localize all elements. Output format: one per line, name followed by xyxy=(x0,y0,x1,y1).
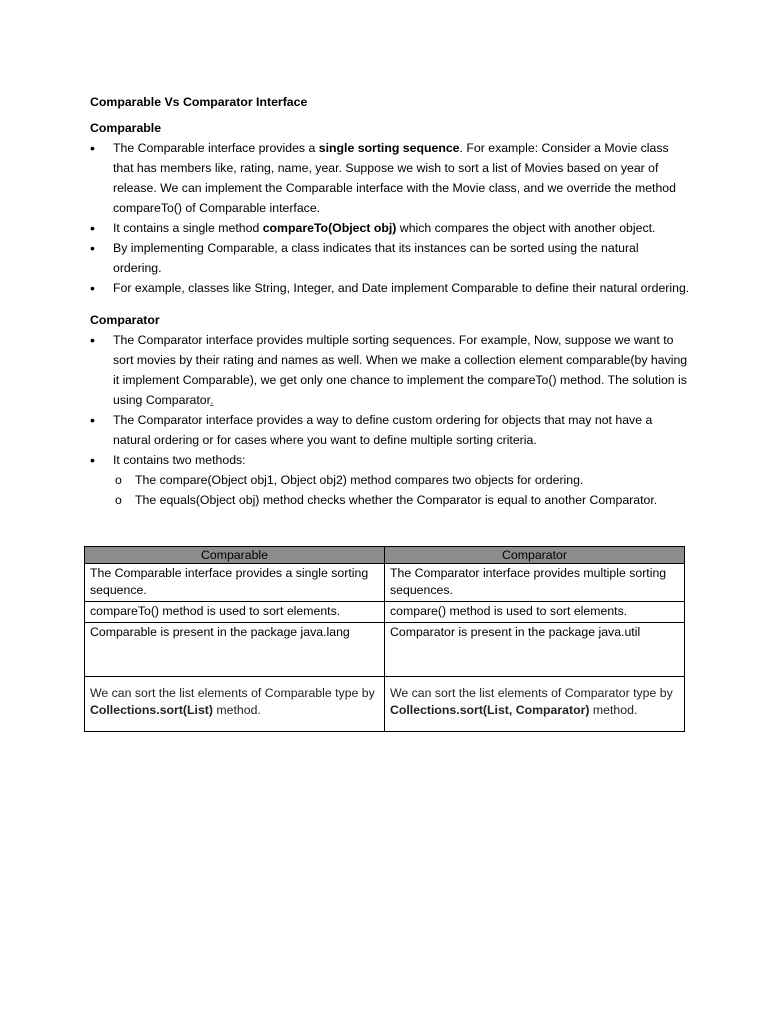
sub-bullet-compare-method: o The compare(Object obj1, Object obj2) method compares two objects for ordering. xyxy=(113,470,690,490)
comparator-bullet-2 xyxy=(90,410,690,450)
table-cell xyxy=(85,677,385,732)
table-row xyxy=(85,602,685,623)
bullet-text: The Comparable interface provides a xyxy=(113,141,319,155)
table-cell: The Comparable interface provides a single sorting sequence. xyxy=(85,564,385,602)
table-cell: The Comparator interface provides multiple sorting sequences. xyxy=(385,564,685,602)
hyperlink[interactable]: . xyxy=(210,393,214,407)
bullet-bold-text: single sorting sequence xyxy=(318,141,460,155)
document-page xyxy=(90,92,690,510)
comparison-table xyxy=(84,546,685,732)
table-header-comparator: Comparator xyxy=(385,547,685,564)
bullet-text: The Comparator interface provides a way to define custom ordering for objects that may not have a natural ordering or for cases where you want to define multiple sorting criteria. xyxy=(113,413,653,447)
table-cell: compareTo() method is used to sort elements. xyxy=(85,602,385,623)
cell-text: method. xyxy=(589,703,638,717)
methods-sub-list xyxy=(113,470,690,510)
bullet-text: which compares the object with another object. xyxy=(396,221,656,235)
cell-text: We can sort the list elements of Comparable type by xyxy=(90,686,375,700)
comparator-bullet-list xyxy=(90,330,690,510)
comparable-bullet-1 xyxy=(90,138,690,218)
table-row xyxy=(85,677,685,732)
comparable-bullet-2 xyxy=(90,218,690,238)
cell-text: method. xyxy=(212,703,261,717)
bullet-text: It contains two methods: xyxy=(113,453,246,467)
bullet-text: It contains a single method xyxy=(113,221,263,235)
comparable-bullet-3 xyxy=(90,238,690,278)
comparator-heading: Comparator xyxy=(90,313,160,327)
table-cell: Comparable is present in the package java.lang xyxy=(85,623,385,677)
document-title: Comparable Vs Comparator Interface xyxy=(90,95,308,109)
bullet-text: For example, classes like String, Integer, and Date implement Comparable to define their natural ordering. xyxy=(113,281,690,295)
bullet-text: The Comparator interface provides multiple sorting sequences. For example, Now, suppose we want to sort movies by their rating and names as well. When we make a collection element comparable(by having it implement Comparable), we get only one chance to implement the compareTo() method. The solution is using Comparator xyxy=(113,333,688,407)
table-cell xyxy=(385,677,685,732)
bullet-bold-text: compareTo(Object obj) xyxy=(262,221,397,235)
table-header-row xyxy=(85,547,685,564)
sub-bullet-equals-method: o The equals(Object obj) method checks whether the Comparator is equal to another Comparator. xyxy=(113,490,690,510)
comparable-bullet-list xyxy=(90,138,690,298)
comparable-heading: Comparable xyxy=(90,121,162,135)
comparator-bullet-1 xyxy=(90,330,690,410)
table-row xyxy=(85,623,685,677)
table-row xyxy=(85,564,685,602)
comparable-bullet-4 xyxy=(90,278,690,298)
cell-text: We can sort the list elements of Comparator type by xyxy=(390,686,673,700)
table-header-comparable: Comparable xyxy=(85,547,385,564)
bullet-text: By implementing Comparable, a class indicates that its instances can be sorted using the natural ordering. xyxy=(113,241,639,275)
table-cell: Comparator is present in the package java.util xyxy=(385,623,685,677)
cell-bold-text: Collections.sort(List) xyxy=(90,703,213,717)
table-cell: compare() method is used to sort elements. xyxy=(385,602,685,623)
comparator-bullet-3 xyxy=(90,450,690,510)
cell-bold-text: Collections.sort(List, Comparator) xyxy=(390,703,590,717)
bullet-text: . For example: Consider a Movie class that has members like, rating, name, year. Suppose we wish to sort a list of Movies based on year of release. We can implement the Comparable interface with the Movie class, and we override the method compareTo() of Comparable interface. xyxy=(113,141,676,215)
